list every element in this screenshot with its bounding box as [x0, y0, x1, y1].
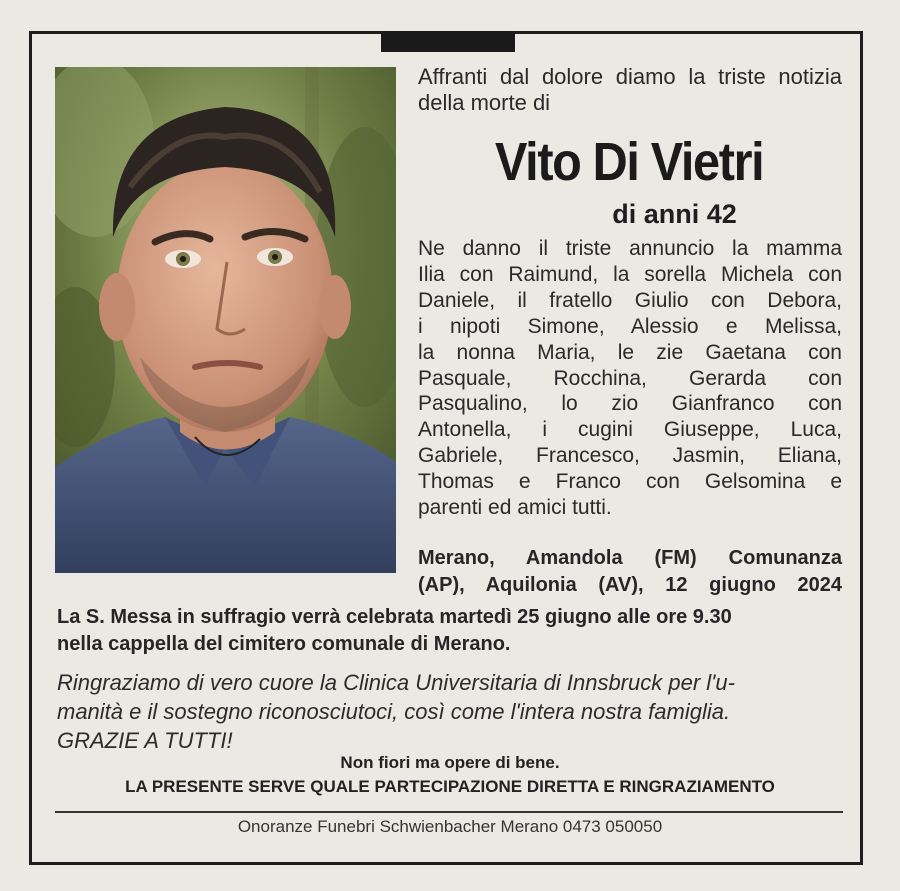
- thanks-line: Ringraziamo di vero cuore la Clinica Universitaria di Innsbruck per l'u-: [57, 670, 735, 695]
- family-line: Pasquale, Rocchina, Gerarda con: [418, 366, 842, 390]
- family-line: Gabriele, Francesco, Jasmin, Eliana,: [418, 444, 842, 468]
- family-line: i nipoti Simone, Alessio e Melissa,: [418, 314, 842, 338]
- mass-announcement: [57, 604, 843, 658]
- thanks-line: GRAZIE A TUTTI!: [57, 728, 233, 753]
- family-line: Pasqualino, lo zio Gianfranco con: [418, 392, 842, 416]
- intro-text: Affranti dal dolore diamo la triste notizia della morte di: [418, 64, 842, 115]
- participation-notice: LA PRESENTE SERVE QUALE PARTECIPAZIONE DIRETTA E RINGRAZIAMENTO: [125, 777, 775, 796]
- place-line: (AP), Aquilonia (AV), 12 giugno 2024: [418, 574, 842, 596]
- place-and-date: [418, 545, 842, 599]
- funeral-home-credit: Onoranze Funebri Schwienbacher Merano 0473 050050: [237, 817, 663, 836]
- family-line: Thomas e Franco con Gelsomina e: [418, 470, 842, 494]
- place-line: Merano, Amandola (FM) Comunanza: [418, 547, 842, 569]
- no-flowers-note: Non fiori ma opere di bene.: [340, 753, 560, 772]
- mass-line: nella cappella del cimitero comunale di Merano.: [57, 633, 511, 655]
- family-announcement: [418, 236, 842, 521]
- deceased-name: Vito Di Vietri: [494, 132, 764, 192]
- deceased-portrait: [55, 67, 396, 573]
- thanks-line: manità e il sostegno riconosciutoci, così come l'intera nostra famiglia.: [57, 699, 731, 724]
- thanks-message: [57, 668, 843, 755]
- deceased-age: di anni 42: [612, 199, 737, 229]
- family-line: parenti ed amici tutti.: [418, 496, 612, 520]
- footer-divider: [55, 811, 843, 813]
- family-line: Ilia con Raimund, la sorella Michela con: [418, 262, 842, 286]
- family-line: Antonella, i cugini Giuseppe, Luca,: [418, 418, 842, 442]
- family-line: la nonna Maria, le zie Gaetana con: [418, 340, 842, 364]
- mass-line: La S. Messa in suffragio verrà celebrata martedì 25 giugno alle ore 9.30: [57, 606, 732, 628]
- family-line: Daniele, il fratello Giulio con Debora,: [418, 288, 842, 312]
- frame-top-tab: [381, 31, 515, 52]
- family-line: Ne danno il triste annuncio la mamma: [418, 237, 842, 260]
